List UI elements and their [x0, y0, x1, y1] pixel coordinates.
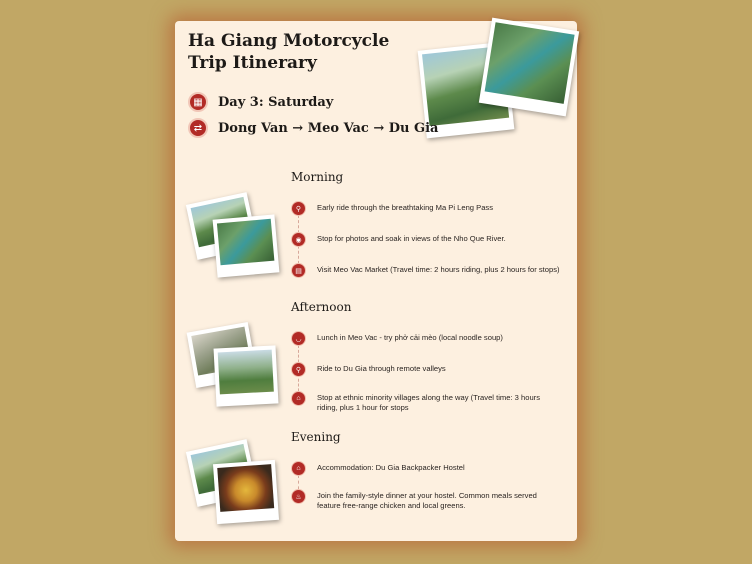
- camera-icon: ◉: [291, 232, 306, 247]
- evening-food-photo: [217, 464, 274, 512]
- afternoon-valley-photo: [218, 350, 274, 395]
- page-title: Ha Giang Motorcycle Trip Itinerary: [188, 31, 390, 73]
- list-item: ◡ Lunch in Meo Vac - try phở cải mèo (local noodle soup): [291, 331, 561, 346]
- section-title-evening: Evening: [291, 430, 341, 444]
- market-icon: ▤: [291, 263, 306, 278]
- evening-photo-2: [213, 460, 279, 524]
- list-item: ⚲ Early ride through the breathtaking Ma Pi Leng Pass: [291, 201, 561, 216]
- list-item: ▤ Visit Meo Vac Market (Travel time: 2 hours riding, plus 2 hours for stops): [291, 263, 561, 278]
- list-item: ♨ Join the family-style dinner at your hostel. Common meals served feature free-range chicken and local greens.: [291, 489, 561, 511]
- list-item: ⌂ Accommodation: Du Gia Backpacker Hostel: [291, 461, 561, 476]
- calendar-icon: ▦: [188, 92, 208, 112]
- itinerary-card: [175, 21, 577, 541]
- river-canyon-photo: [485, 22, 575, 104]
- route-label: Dong Van → Meo Vac → Du Gia: [218, 120, 439, 136]
- list-item: ⚲ Ride to Du Gia through remote valleys: [291, 362, 561, 377]
- home-icon: ⌂: [291, 461, 306, 476]
- afternoon-photo-2: [214, 345, 279, 406]
- motorbike-icon: ⚲: [291, 201, 306, 216]
- day-row: [188, 92, 333, 112]
- bowl-icon: ◡: [291, 331, 306, 346]
- route-icon: ⇄: [188, 118, 208, 138]
- day-label: Day 3: Saturday: [218, 94, 334, 110]
- list-item: ◉ Stop for photos and soak in views of the Nho Que River.: [291, 232, 561, 247]
- morning-photo-2: [213, 214, 280, 277]
- dinner-icon: ♨: [291, 489, 306, 504]
- list-item: ⌂ Stop at ethnic minority villages along the way (Travel time: 3 hours riding, plus 1 hour for stops: [291, 391, 561, 413]
- section-title-afternoon: Afternoon: [291, 300, 352, 314]
- morning-river-photo: [217, 219, 274, 266]
- header-photo-river: [479, 18, 579, 117]
- motorbike-icon: ⚲: [291, 362, 306, 377]
- route-row: [188, 118, 438, 138]
- village-icon: ⌂: [291, 391, 306, 406]
- section-title-morning: Morning: [291, 170, 344, 184]
